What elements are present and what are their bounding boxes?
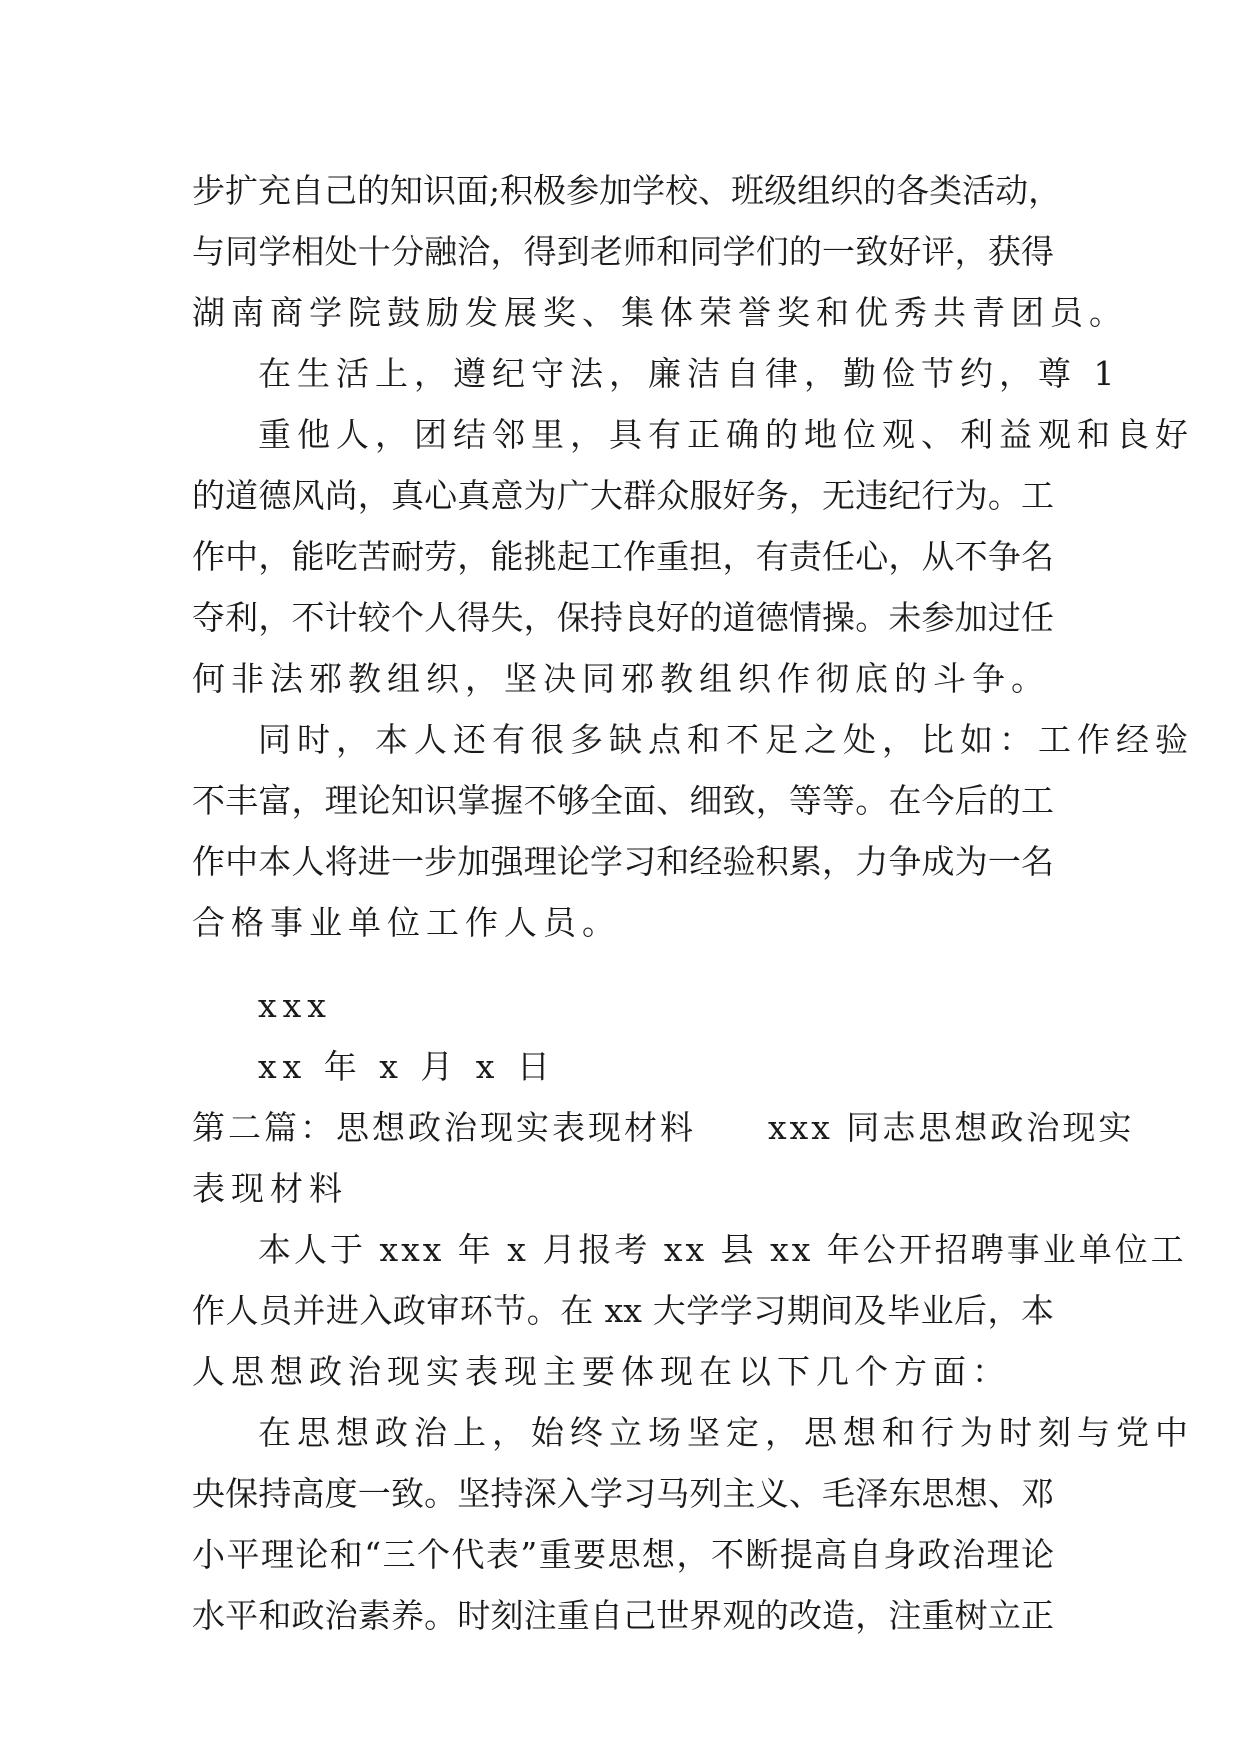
signature-name: xxx xyxy=(258,986,332,1025)
paragraph-first-line: 在思想政治上，始终立场坚定，思想和行为时刻与党中 xyxy=(258,1413,1194,1452)
text-line: 作中本人将进一步加强理论学习和经验积累，力争成为一名 xyxy=(192,842,1054,881)
paragraph-first-line: 在生活上，遵纪守法，廉洁自律，勤俭节约，尊 1 xyxy=(258,354,1121,393)
section-heading-continued: 表现材料 xyxy=(192,1169,348,1208)
document-page xyxy=(192,160,1194,1646)
text-line: 不丰富，理论知识掌握不够全面、细致，等等。在今后的工 xyxy=(192,781,1054,820)
text-line: 水平和政治素养。时刻注重自己世界观的改造，注重树立正 xyxy=(192,1596,1054,1635)
text-line: 与同学相处十分融洽，得到老师和同学们的一致好评，获得 xyxy=(192,232,1054,271)
text-line: 人思想政治现实表现主要体现在以下几个方面： xyxy=(192,1352,1011,1391)
text-line: 何非法邪教组织，坚决同邪教组织作彻底的斗争。 xyxy=(192,659,1050,698)
section-heading: 第二篇：思想政治现实表现材料 xxx 同志思想政治现实 xyxy=(192,1108,1135,1147)
text-line: 小平理论和“三个代表”重要思想，不断提高自身政治理论 xyxy=(192,1535,1054,1574)
paragraph-first-line: 同时，本人还有很多缺点和不足之处，比如：工作经验 xyxy=(258,720,1194,759)
text-line: 作中，能吃苦耐劳，能挑起工作重担，有责任心，从不争名 xyxy=(192,537,1054,576)
text-line: 湖南商学院鼓励发展奖、集体荣誉奖和优秀共青团员。 xyxy=(192,293,1128,332)
text-line: 的道德风尚，真心真意为广大群众服好务，无违纪行为。工 xyxy=(192,476,1054,515)
paragraph-first-line: 重他人，团结邻里，具有正确的地位观、利益观和良好 xyxy=(258,415,1194,454)
text-line: 央保持高度一致。坚持深入学习马列主义、毛泽东思想、邓 xyxy=(192,1474,1054,1513)
text-line: 步扩充自己的知识面;积极参加学校、班级组织的各类活动， xyxy=(192,171,1062,210)
paragraph-first-line: 本人于 xxx 年 x 月报考 xx 县 xx 年公开招聘事业单位工 xyxy=(258,1230,1187,1269)
signature-date: xx 年 x 月 x 日 xyxy=(258,1047,556,1086)
text-line: 作人员并进入政审环节。在 xx 大学学习期间及毕业后，本 xyxy=(192,1291,1054,1330)
text-line: 合格事业单位工作人员。 xyxy=(192,903,621,942)
text-line: 夺利，不计较个人得失，保持良好的道德情操。未参加过任 xyxy=(192,598,1054,637)
